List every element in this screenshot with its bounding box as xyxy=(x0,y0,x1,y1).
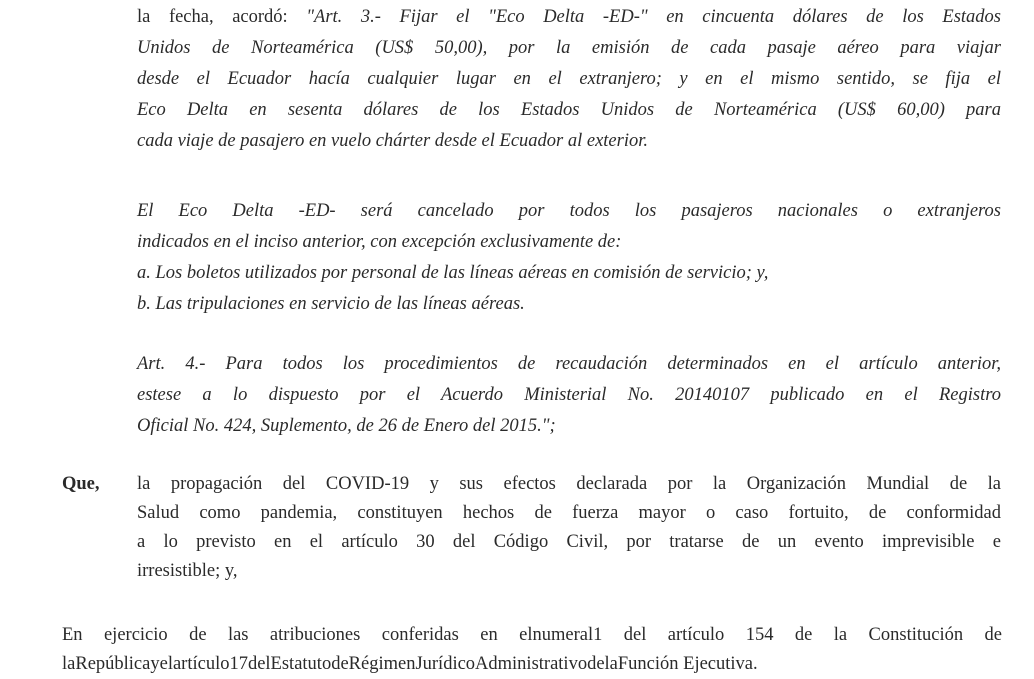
article-4-line-3: Oficial No. 424, Suplemento, de 26 de Enero del 2015."; xyxy=(137,416,556,436)
article-3-quote-start: "Art. 3.- Fijar el "Eco Delta -ED-" en cincuenta dólares de los Estados xyxy=(306,7,1001,27)
closing-line-2: laRepúblicayelartículo17delEstatutodeRégimenJurídicoAdministrativodelaFunción Ejecutiva. xyxy=(62,654,758,674)
que-line-1: la propagación del COVID-19 y sus efectos declarada por la Organización Mundial de la xyxy=(137,474,1001,494)
closing-line-1: En ejercicio de las atribuciones conferidas en elnumeral1 del artículo 154 de la Constitución de xyxy=(62,625,1002,645)
que-label: Que, xyxy=(62,474,100,494)
article-4-line-1: Art. 4.- Para todos los procedimientos de recaudación determinados en el artículo anterior, xyxy=(137,354,1001,374)
ed-exception-b: b. Las tripulaciones en servicio de las líneas aéreas. xyxy=(137,294,525,314)
article-3-line-3: desde el Ecuador hacía cualquier lugar en el extranjero; y en el mismo sentido, se fija el xyxy=(137,69,1001,89)
article-4-line-2: estese a lo dispuesto por el Acuerdo Ministerial No. 20140107 publicado en el Registro xyxy=(137,385,1001,405)
que-line-4: irresistible; y, xyxy=(137,561,238,581)
article-3-intro-text: la fecha, acordó: xyxy=(137,7,307,27)
que-line-3: a lo previsto en el artículo 30 del Código Civil, por tratarse de un evento imprevisible e xyxy=(137,532,1001,552)
article-3-line-1 xyxy=(137,4,1001,30)
ed-paragraph-line-2: indicados en el inciso anterior, con excepción exclusivamente de: xyxy=(137,232,622,252)
article-3-line-2: Unidos de Norteamérica (US$ 50,00), por la emisión de cada pasaje aéreo para viajar xyxy=(137,38,1001,58)
article-3-line-5: cada viaje de pasajero en vuelo chárter desde el Ecuador al exterior. xyxy=(137,131,649,151)
ed-paragraph-line-1: El Eco Delta -ED- será cancelado por todos los pasajeros nacionales o extranjeros xyxy=(137,201,1001,221)
article-3-line-4: Eco Delta en sesenta dólares de los Estados Unidos de Norteamérica (US$ 60,00) para xyxy=(137,100,1001,120)
que-line-2: Salud como pandemia, constituyen hechos de fuerza mayor o caso fortuito, de conformidad xyxy=(137,503,1001,523)
ed-exception-a: a. Los boletos utilizados por personal de las líneas aéreas en comisión de servicio; y, xyxy=(137,263,769,283)
